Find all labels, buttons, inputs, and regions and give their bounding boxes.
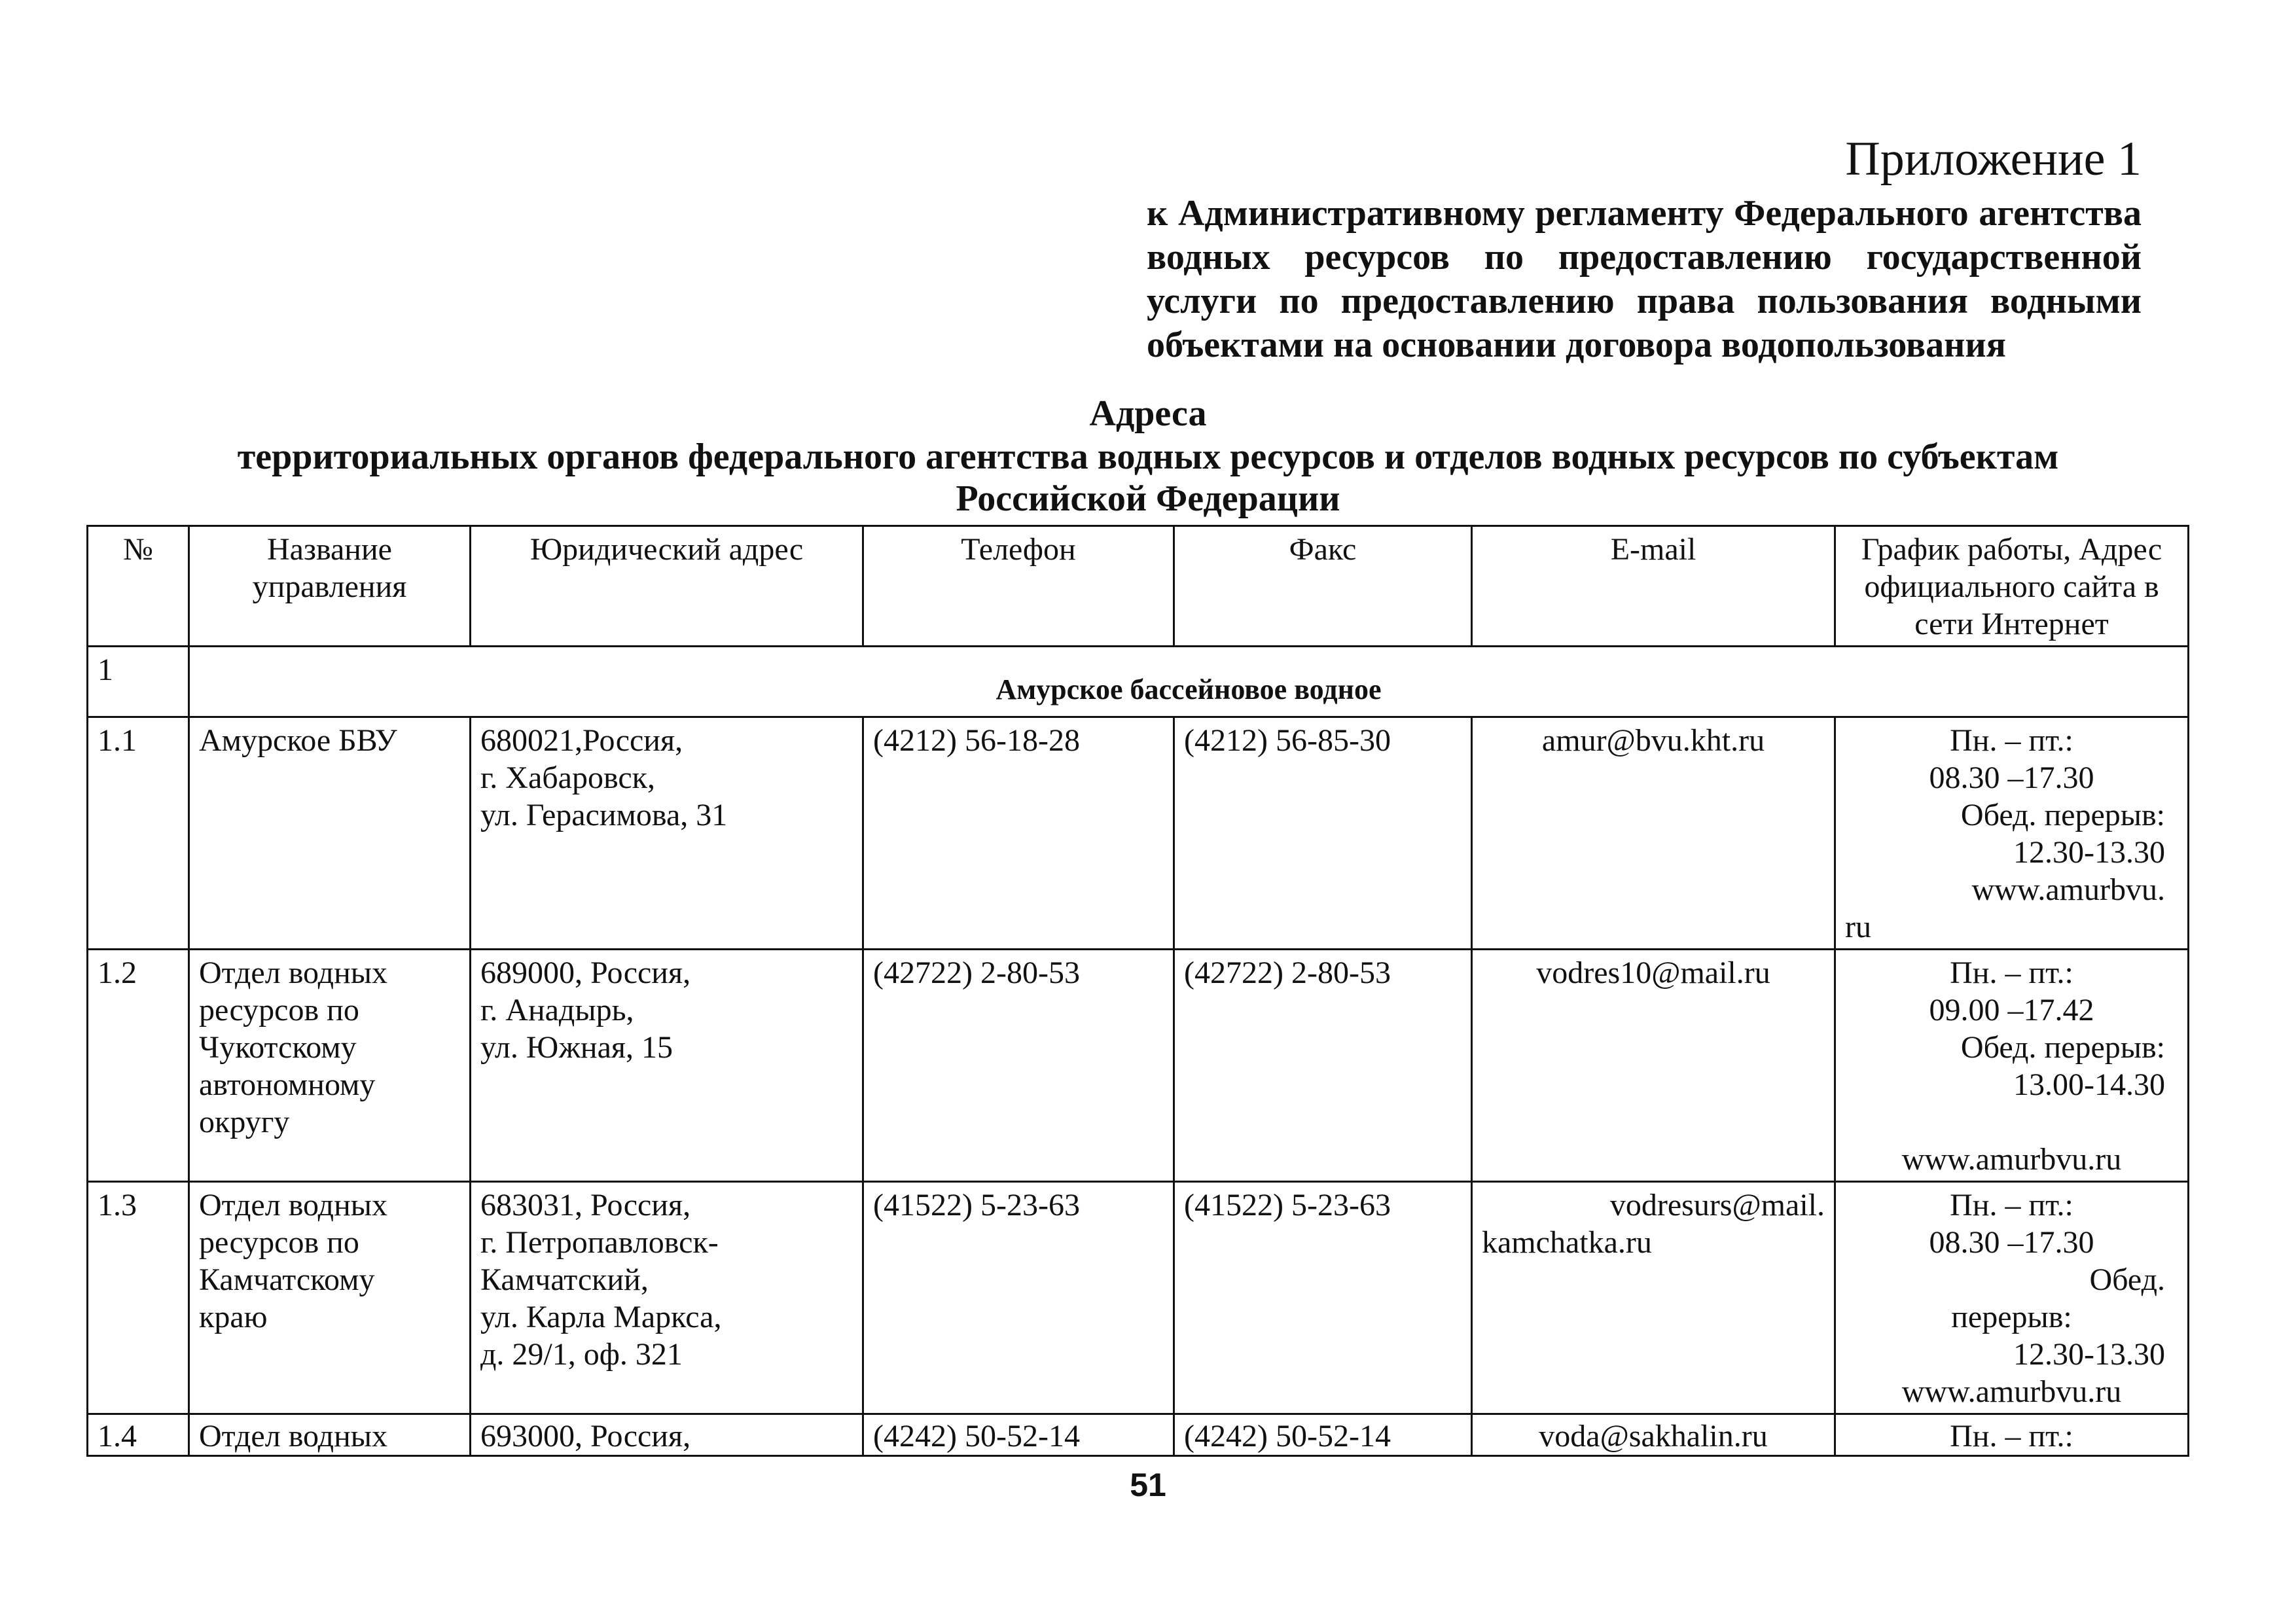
- row-address: [471, 950, 863, 1182]
- row-schedule: [1835, 1182, 2189, 1414]
- row-schedule: [1835, 950, 2189, 1182]
- row-phone: (4242) 50-52-14: [863, 1414, 1174, 1456]
- header-address: Юридический адрес: [471, 526, 863, 647]
- schedule-line: Пн. – пт.:: [1950, 1188, 2073, 1222]
- addresses-table: [86, 525, 2189, 1457]
- schedule-line: 12.30-13.30: [2013, 1337, 2165, 1372]
- appendix-title: Приложение 1: [1845, 132, 2142, 186]
- section-row: [88, 647, 2189, 717]
- schedule-line: Обед. перерыв:: [1960, 1030, 2165, 1065]
- table-row: [88, 950, 2189, 1182]
- address-line: 683031, Россия,: [480, 1188, 691, 1222]
- appendix-block: [1147, 134, 2142, 367]
- header-email: E-mail: [1472, 526, 1835, 647]
- appendix-text: к Административному регламенту Федерального агентства водных ресурсов по предоставлению государственной услуги по предоставлению права пользования водными объектами на основании договора водопользования: [1147, 192, 2142, 366]
- address-line: г. Хабаровск,: [480, 760, 655, 795]
- header-phone: Телефон: [863, 526, 1174, 647]
- row-num: 1.4: [88, 1414, 189, 1456]
- row-email: [1472, 950, 1835, 1182]
- schedule-line: 08.30 –17.30: [1929, 1225, 2094, 1260]
- table-row: [88, 1182, 2189, 1414]
- email-line: amur@bvu.kht.ru: [1541, 723, 1765, 758]
- email-line: vodres10@mail.ru: [1536, 955, 1770, 990]
- address-line: г. Петропавловск-: [480, 1225, 719, 1260]
- table-row: [88, 717, 2189, 950]
- row-num: 1.1: [88, 717, 189, 950]
- address-line: ул. Южная, 15: [480, 1030, 673, 1065]
- schedule-line: перерыв:: [1951, 1300, 2072, 1334]
- address-line: г. Анадырь,: [480, 993, 634, 1027]
- name-line: Чукотскому: [199, 1030, 357, 1065]
- row-email: voda@sakhalin.ru: [1472, 1414, 1835, 1456]
- schedule-line: 09.00 –17.42: [1929, 993, 2094, 1027]
- row-email: [1472, 1182, 1835, 1414]
- schedule-website-line: www.amurbvu.: [1971, 872, 2165, 907]
- row-email: [1472, 717, 1835, 950]
- address-line: Камчатский,: [480, 1262, 649, 1297]
- email-line: kamchatka.ru: [1482, 1225, 1652, 1260]
- schedule-line: Пн. – пт.:: [1950, 955, 2073, 990]
- row-address: [471, 717, 863, 950]
- name-line: округу: [199, 1105, 290, 1139]
- table-header-row: [88, 526, 2189, 647]
- name-line: Отдел водных: [199, 955, 387, 990]
- name-line: автономному: [199, 1067, 376, 1102]
- row-schedule: [1835, 717, 2189, 950]
- row-fax: (4212) 56-85-30: [1174, 717, 1472, 950]
- heading-line-1: Адреса: [1089, 393, 1207, 434]
- section-name: Амурское бассейновое водное: [189, 647, 2189, 717]
- name-line: Камчатскому: [199, 1262, 375, 1297]
- row-phone: (42722) 2-80-53: [863, 950, 1174, 1182]
- row-num: 1.3: [88, 1182, 189, 1414]
- row-name: [189, 950, 471, 1182]
- row-name: [189, 1182, 471, 1414]
- address-line: д. 29/1, оф. 321: [480, 1337, 683, 1372]
- schedule-website-line: ru: [1845, 910, 1871, 944]
- row-num: 1.2: [88, 950, 189, 1182]
- row-name: Отдел водных: [189, 1414, 471, 1456]
- address-line: ул. Карла Маркса,: [480, 1300, 722, 1334]
- schedule-line: Пн. – пт.:: [1950, 723, 2073, 758]
- schedule-website-line: www.amurbvu.ru: [1901, 1142, 2122, 1177]
- header-fax: Факс: [1174, 526, 1472, 647]
- header-schedule: График работы, Адрес официального сайта в сети Интернет: [1835, 526, 2189, 647]
- schedule-spacer: [1845, 1103, 2178, 1141]
- row-fax: (42722) 2-80-53: [1174, 950, 1472, 1182]
- section-num: 1: [88, 647, 189, 717]
- row-phone: (41522) 5-23-63: [863, 1182, 1174, 1414]
- heading-line-2: территориальных органов федерального агентства водных ресурсов и отделов водных ресурсов по субъектам: [237, 437, 2059, 477]
- table-row: [88, 1414, 2189, 1456]
- row-phone: (4212) 56-18-28: [863, 717, 1174, 950]
- address-line: ул. Герасимова, 31: [480, 798, 728, 832]
- heading-line-3: Российской Федерации: [956, 478, 1340, 519]
- page-number: 51: [1130, 1467, 1166, 1503]
- row-schedule: Пн. – пт.:: [1835, 1414, 2189, 1456]
- name-line: ресурсов по: [199, 1225, 359, 1260]
- header-num: №: [88, 526, 189, 647]
- row-address: [471, 1182, 863, 1414]
- schedule-line: Обед. перерыв:: [1960, 798, 2165, 832]
- row-fax: (4242) 50-52-14: [1174, 1414, 1472, 1456]
- row-name: Амурское БВУ: [189, 717, 471, 950]
- schedule-line: 12.30-13.30: [2013, 835, 2165, 870]
- email-line: vodresurs@mail.: [1609, 1188, 1825, 1222]
- address-line: 680021,Россия,: [480, 723, 683, 758]
- document-heading: [0, 391, 2296, 520]
- address-line: 689000, Россия,: [480, 955, 691, 990]
- name-line: Отдел водных: [199, 1188, 387, 1222]
- schedule-line: Обед.: [2089, 1262, 2165, 1297]
- name-line: краю: [199, 1300, 268, 1334]
- schedule-website-line: www.amurbvu.ru: [1901, 1374, 2122, 1409]
- name-line: ресурсов по: [199, 993, 359, 1027]
- schedule-line: 13.00-14.30: [2013, 1067, 2165, 1102]
- row-fax: (41522) 5-23-63: [1174, 1182, 1472, 1414]
- header-name: Название управления: [189, 526, 471, 647]
- row-address: 693000, Россия,: [471, 1414, 863, 1456]
- schedule-line: 08.30 –17.30: [1929, 760, 2094, 795]
